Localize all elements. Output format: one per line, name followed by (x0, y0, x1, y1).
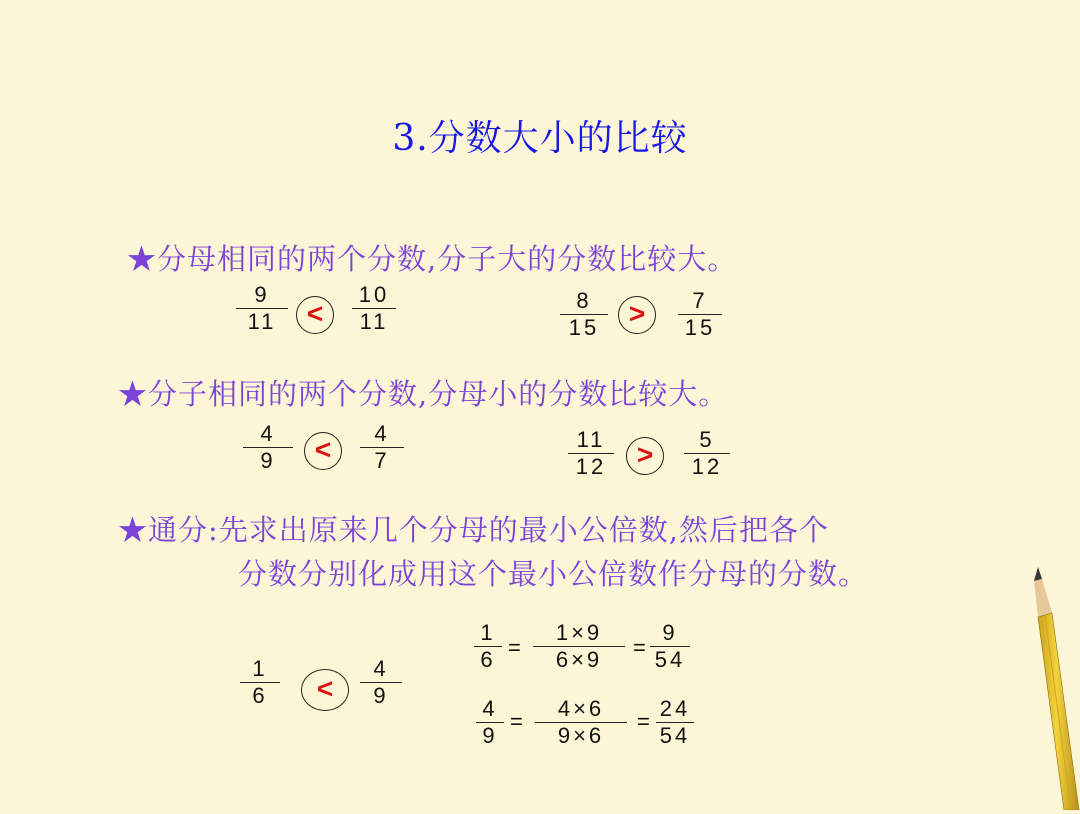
page-title: 3.分数大小的比较 (392, 118, 688, 159)
rule-common-denominator-line2: 分数分别化成用这个最小公倍数作分母的分数。 (238, 557, 869, 591)
numerator: 5 (699, 427, 715, 452)
denominator: 54 (654, 647, 686, 672)
fraction-4-7 (360, 422, 404, 473)
denominator: 9×6 (557, 723, 605, 748)
numerator: 4 (260, 421, 276, 446)
denominator: 6 (480, 647, 496, 672)
denominator: 9 (482, 723, 498, 748)
denominator: 6 (252, 683, 268, 708)
pencil-icon (1030, 565, 1080, 814)
fraction-1x9-6x9 (533, 621, 625, 672)
equals-sign: = (637, 709, 650, 734)
denominator: 9 (260, 448, 276, 473)
equals-sign: = (508, 635, 521, 660)
numerator: 4 (374, 421, 390, 446)
fraction-4-9 (476, 697, 504, 748)
fraction-4x6-9x6 (535, 697, 627, 748)
greater-than-sign: > (618, 296, 656, 334)
rule-same-denominator: ★分母相同的两个分数,分子大的分数比较大。 (127, 242, 738, 276)
denominator: 9 (373, 683, 389, 708)
fraction-5-12 (684, 428, 730, 479)
denominator: 6×9 (555, 647, 603, 672)
fraction-10-11 (352, 283, 396, 334)
fraction-7-15 (678, 289, 722, 340)
fraction-9-11 (236, 283, 288, 334)
fraction-1-6 (240, 657, 280, 708)
greater-than-sign: > (626, 437, 664, 475)
denominator: 11 (359, 309, 389, 334)
denominator: 54 (659, 723, 691, 748)
rule-same-numerator: ★分子相同的两个分数,分母小的分数比较大。 (118, 377, 729, 411)
fraction-4-9 (243, 422, 293, 473)
numerator: 8 (576, 288, 592, 313)
equals-sign: = (633, 635, 646, 660)
numerator: 9 (254, 282, 270, 307)
denominator: 12 (691, 454, 723, 479)
numerator: 1 (252, 656, 268, 681)
fraction-1-6 (474, 621, 502, 672)
numerator: 24 (659, 696, 691, 721)
denominator: 15 (684, 315, 716, 340)
numerator: 9 (662, 620, 678, 645)
fraction-24-54 (656, 697, 694, 748)
numerator: 1×9 (555, 620, 603, 645)
equals-sign: = (510, 709, 523, 734)
rule-common-denominator-line1: ★通分:先求出原来几个分母的最小公倍数,然后把各个 (118, 513, 829, 547)
fraction-11-12 (568, 428, 614, 479)
numerator: 4×6 (557, 696, 605, 721)
numerator: 10 (358, 282, 390, 307)
numerator: 1 (480, 620, 496, 645)
less-than-sign: < (304, 432, 342, 470)
fraction-9-54 (650, 621, 690, 672)
denominator: 12 (575, 454, 607, 479)
denominator: 7 (374, 448, 390, 473)
less-than-sign: < (296, 296, 334, 334)
numerator: 4 (373, 656, 389, 681)
numerator: 11 (576, 427, 606, 452)
denominator: 15 (568, 315, 600, 340)
fraction-8-15 (560, 289, 608, 340)
numerator: 7 (692, 288, 708, 313)
denominator: 11 (247, 309, 277, 334)
fraction-4-9 (360, 657, 402, 708)
numerator: 4 (482, 696, 498, 721)
less-than-sign: < (301, 669, 349, 711)
